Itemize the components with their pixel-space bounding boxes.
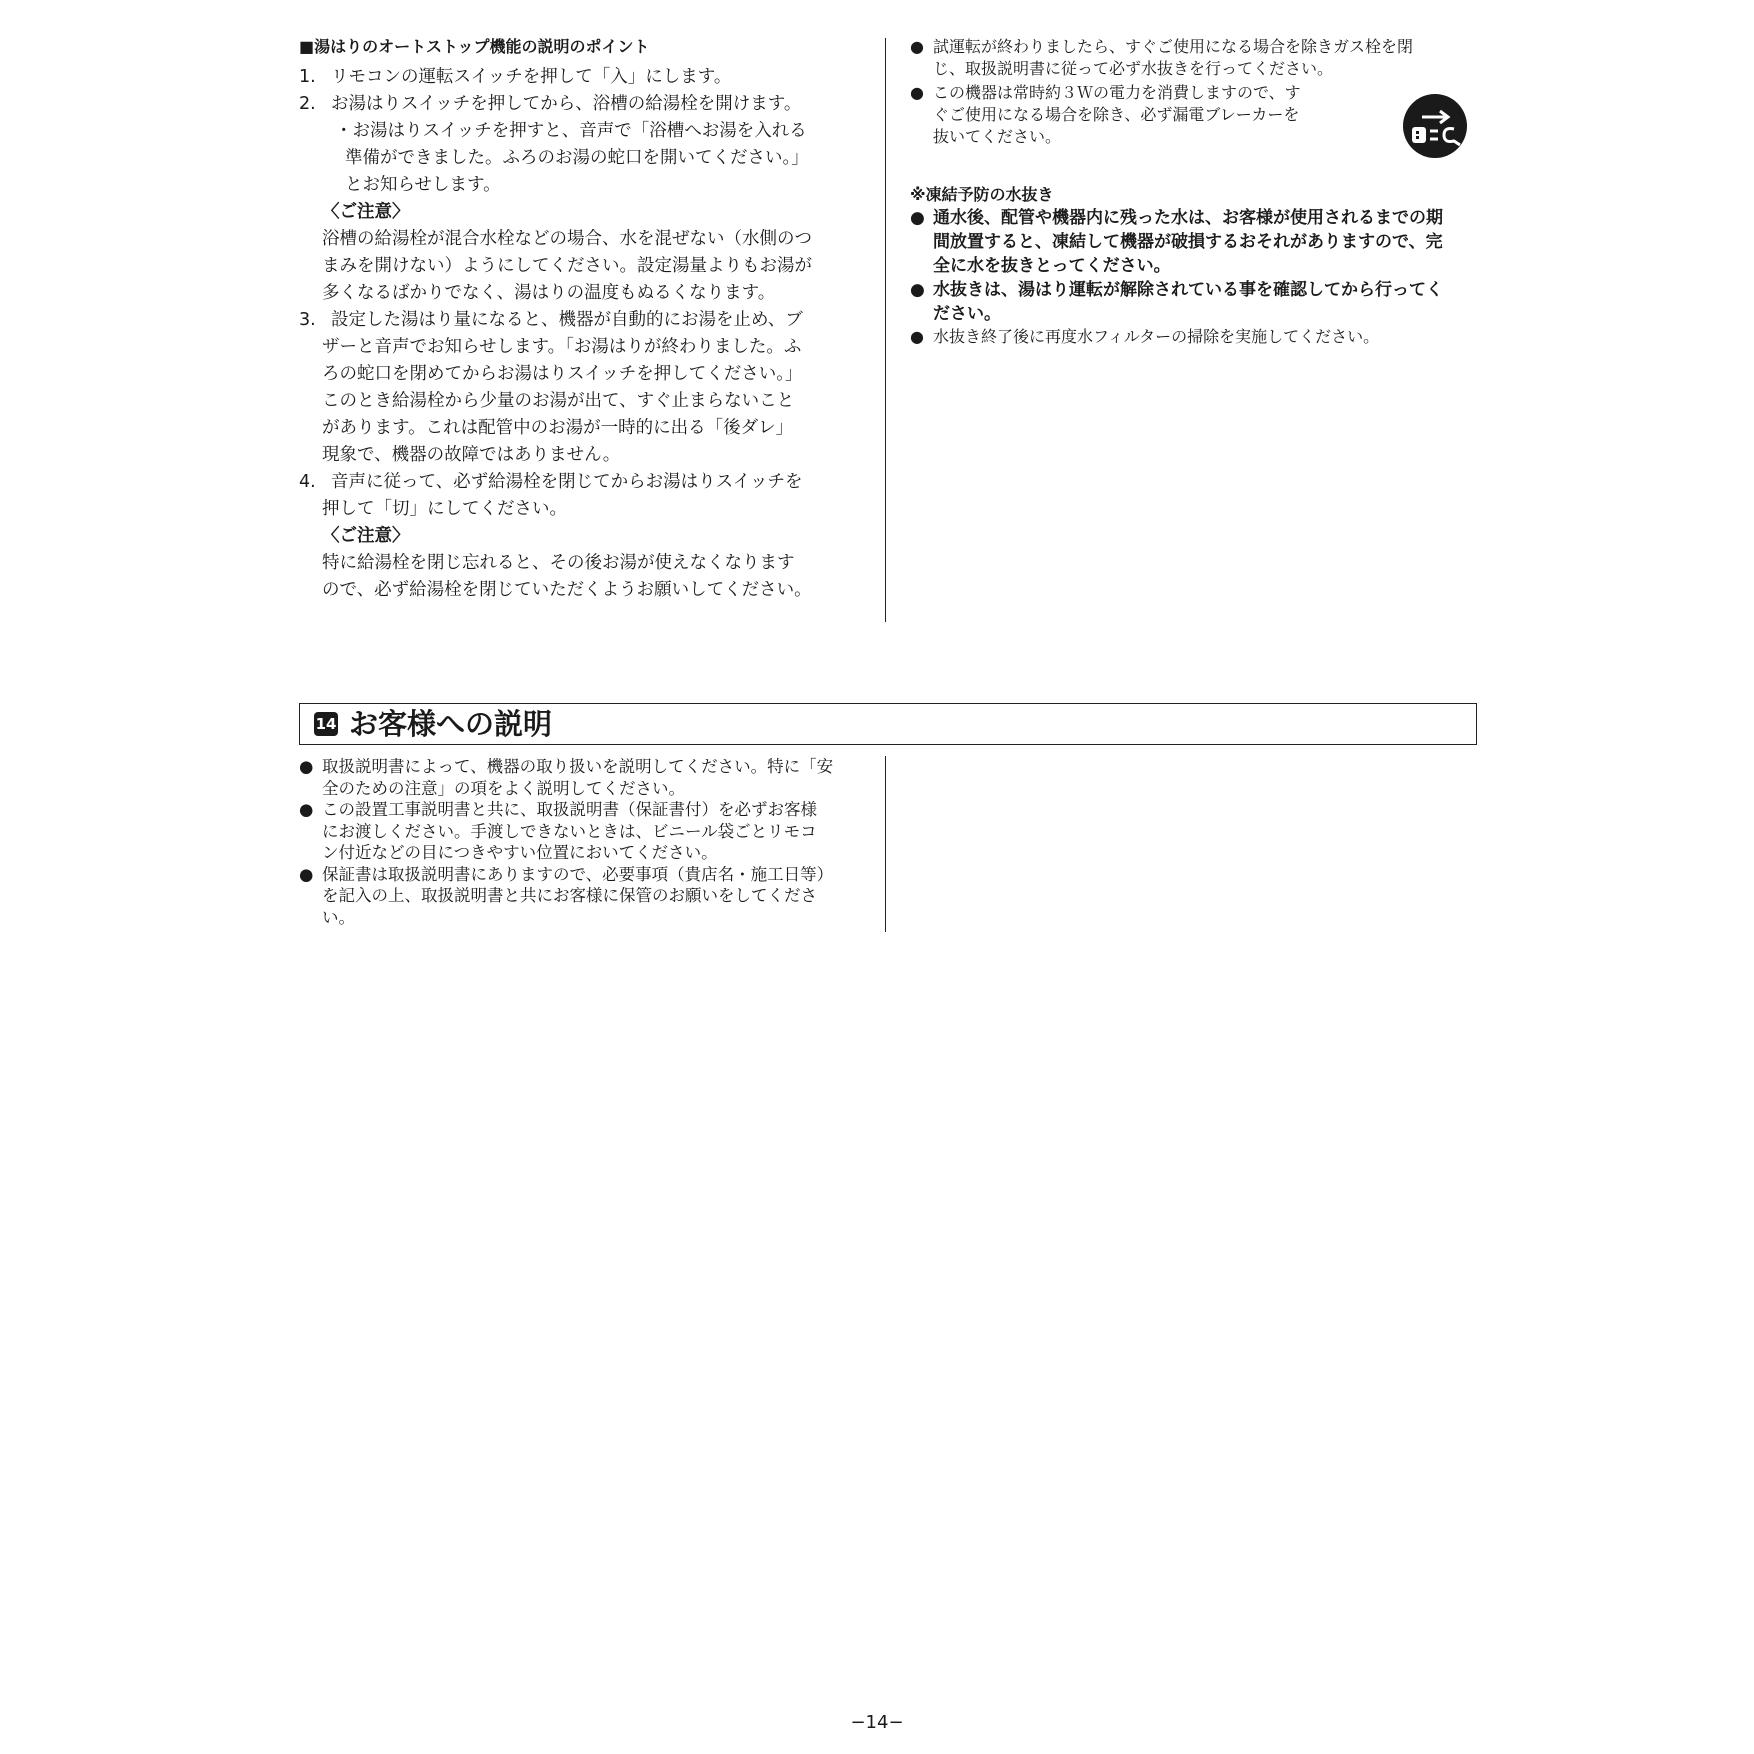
step-1: 1. リモコンの運転スイッチを押して「入」にします。 (299, 67, 732, 87)
section-title: お客様への説明 (349, 707, 553, 741)
step-2: 2. お湯はりスイッチを押してから、浴槽の給湯栓を開けます。 (299, 94, 802, 114)
auto-stop-heading: ■湯はりのオートストップ機能の説明のポイント (299, 37, 650, 56)
page-number: −14− (850, 1712, 904, 1733)
freeze-note-3: ● 水抜き終了後に再度水フィルターの掃除を実施してください。 (910, 327, 1380, 346)
explain-item-3: ● 保証書は取扱説明書にありますので、必要事項（貴店名・施工日等） を記入の上、取扱説明書と共にお客様に保管のお願いをしてくださ い。 (299, 864, 834, 927)
column-divider-bottom (885, 756, 886, 932)
section-14-body (299, 756, 869, 928)
note-gas-valve: ● 試運転が終わりましたら、すぐご使用になる場合を除きガス栓を閉 じ、取扱説明書に従って必ず水抜きを行ってください。 (910, 37, 1414, 78)
section-number-badge: 14 (314, 712, 338, 736)
freeze-note-2: ● 水抜きは、湯はり運転が解除されている事を確認してから行ってく ださい。 (910, 280, 1443, 324)
freeze-note-1: ● 通水後、配管や機器内に残った水は、お客様が使用されるまでの期 間放置すると、凍結して機器が破損するおそれがありますので、完 全に水を抜きとってください。 (910, 208, 1443, 276)
auto-stop-section (299, 36, 869, 604)
step-3: 3. 設定した湯はり量になると、機器が自動的にお湯を止め、ブ ザーと音声でお知らせします。「お湯はりが終わりました。ふ ろの蛇口を閉めてからお湯はりスイッチを押してください。」 このとき給湯栓から少量のお湯が出て、すぐ止まらないこと があります。これは配管中のお湯が一時的に出る「後ダレ」 現象で、機器の故障ではありません。 (299, 310, 803, 465)
section-14-header (299, 703, 1477, 745)
freeze-heading: ※凍結予防の水抜き (910, 185, 1054, 204)
step-2-note: ・お湯はりスイッチを押すと、音声で「浴槽へお湯を入れる 準備ができました。ふろのお湯の蛇口を開いてください。」 とお知らせします。 (335, 121, 809, 195)
caution-1-label: 〈ご注意〉 (322, 202, 410, 222)
explain-item-1: ● 取扱説明書によって、機器の取り扱いを説明してください。特に「安 全のための注意」の項をよく説明してください。 (299, 757, 834, 798)
step-4: 4. 音声に従って、必ず給湯栓を閉じてからお湯はりスイッチを 押して「切」にしてください。 (299, 472, 803, 519)
caution-2-text: 特に給湯栓を閉じ忘れると、その後お湯が使えなくなります ので、必ず給湯栓を閉じていただくようお願いしてください。 (322, 553, 812, 600)
caution-2-label: 〈ご注意〉 (322, 526, 410, 546)
column-divider-top (885, 38, 886, 622)
caution-1-text: 浴槽の給湯栓が混合水栓などの場合、水を混ぜない（水側のつ まみを開けない）ようにしてください。設定湯量よりもお湯が 多くなるばかりでなく、湯はりの温度もぬるくなります。 (322, 229, 812, 303)
explain-item-2: ● この設置工事説明書と共に、取扱説明書（保証書付）を必ずお客様 にお渡しください。手渡しできないときは、ビニール袋ごとリモコ ン付近などの目につきやすい位置においてください。 (299, 800, 817, 862)
unplug-icon (1402, 93, 1468, 159)
note-power: ● この機器は常時約３Ｗの電力を消費しますので、す ぐご使用になる場合を除き、必ず漏電ブレーカーを 抜いてください。 (910, 83, 1301, 146)
right-notes (910, 36, 1480, 348)
